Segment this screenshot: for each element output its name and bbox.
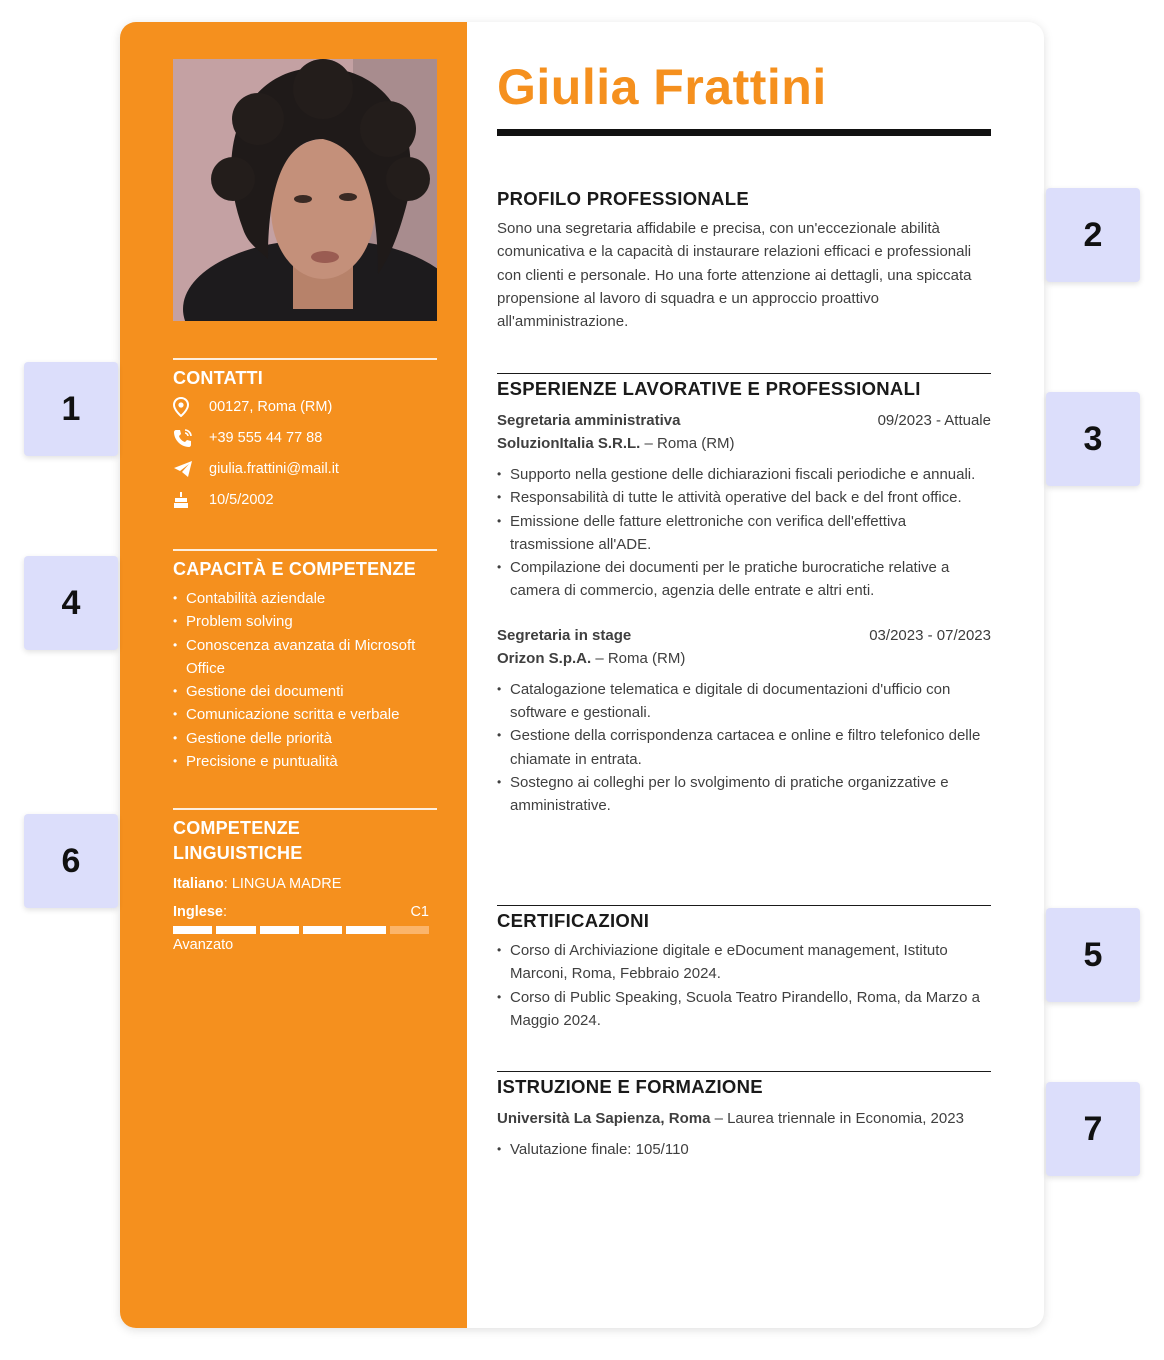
certifications-title: CERTIFICAZIONI: [497, 910, 650, 931]
contact-phone-value: +39 555 44 77 88: [209, 429, 323, 446]
contact-email-value: giulia.frattini@mail.it: [209, 460, 339, 477]
certifications-section: [497, 905, 991, 1032]
profile-title: PROFILO PROFESSIONALE: [497, 188, 749, 209]
contact-email: [173, 453, 437, 484]
contacts-section: [173, 358, 437, 515]
contacts-title: CONTATTI: [173, 368, 263, 388]
resume-card: [120, 22, 1044, 1328]
education-school: Università La Sapienza, Roma: [497, 1110, 711, 1127]
list-item: • Precisione e puntualità: [173, 750, 437, 773]
list-item: • Contabilità aziendale: [173, 587, 437, 610]
certifications-list: [497, 939, 991, 1032]
job-dates: 09/2023 - Attuale: [877, 412, 991, 429]
languages-section: [173, 808, 437, 953]
list-item: • Valutazione finale: 105/110: [497, 1138, 991, 1161]
callout-badge-3: 3: [1046, 392, 1140, 486]
list-item: • Conoscenza avanzata di Microsoft Office: [173, 634, 437, 681]
list-item: • Corso di Public Speaking, Scuola Teatro Pirandello, Roma, da Marzo a Maggio 2024.: [497, 986, 991, 1033]
contact-birthdate-value: 10/5/2002: [209, 491, 274, 508]
education-degree: – Laurea triennale in Economia, 2023: [710, 1110, 964, 1127]
job-company: Orizon S.p.A.: [497, 649, 592, 667]
education-list: [497, 1138, 991, 1161]
experience-section: [497, 373, 991, 818]
language-native-name: Italiano: [173, 876, 224, 892]
name-divider: [497, 129, 991, 136]
level-segment-empty: [390, 926, 429, 934]
job-location: – Roma (RM): [640, 435, 735, 452]
job-bullets: [497, 463, 991, 603]
list-item: • Catalogazione telematica e digitale di documentazioni d'ufficio con software e gestionali.: [497, 678, 991, 725]
experience-title: ESPERIENZE LAVORATIVE E PROFESSIONALI: [497, 378, 921, 399]
skills-title: CAPACITÀ E COMPETENZE: [173, 559, 416, 579]
callout-badge-6: 6: [24, 814, 118, 908]
level-segment-filled: [260, 926, 299, 934]
language-english-code: C1: [410, 904, 429, 920]
callout-badge-1: 1: [24, 362, 118, 456]
languages-title: COMPETENZE LINGUISTICHE: [173, 818, 303, 863]
job-company: SoluzionItalia S.R.L.: [497, 435, 641, 452]
job-location: – Roma (RM): [591, 649, 686, 667]
list-item: • Responsabilità di tutte le attività operative del back e del front office.: [497, 486, 991, 509]
skills-list: [173, 587, 437, 773]
job-bullets: [497, 678, 991, 818]
job-role: Segretaria amministrativa: [497, 412, 681, 429]
job-role: Segretaria in stage: [497, 626, 632, 644]
job-dates: 03/2023 - 07/2023: [869, 626, 991, 644]
contact-address-value: 00127, Roma (RM): [209, 398, 333, 415]
contact-phone: [173, 422, 437, 453]
list-item: • Supporto nella gestione delle dichiarazioni fiscali periodiche e annuali.: [497, 463, 991, 486]
language-english-name: Inglese: [173, 904, 223, 920]
profile-section: [497, 187, 991, 333]
list-item: • Sostegno ai colleghi per lo svolgimento di pratiche organizzative e amministrative.: [497, 771, 991, 818]
list-item: • Corso di Archiviazione digitale e eDocument management, Istituto Marconi, Roma, Febbraio 2024.: [497, 939, 991, 986]
language-english-level-bar: [173, 926, 429, 934]
location-pin-icon: [173, 397, 195, 417]
paper-plane-icon: [173, 459, 195, 479]
callout-badge-5: 5: [1046, 908, 1140, 1002]
list-item: • Gestione dei documenti: [173, 680, 437, 703]
birthday-cake-icon: [173, 490, 195, 510]
education-section: [497, 1071, 991, 1161]
level-segment-filled: [346, 926, 385, 934]
education-title: ISTRUZIONE E FORMAZIONE: [497, 1076, 763, 1097]
resume-sidebar: [120, 22, 467, 1328]
level-segment-filled: [173, 926, 212, 934]
language-english-separator: :: [222, 904, 227, 920]
language-english-level: Avanzato: [173, 937, 234, 953]
callout-badge-4: 4: [24, 556, 118, 650]
profile-text: Sono una segretaria affidabile e precisa, con un'eccezionale abilità comunicativa e la capacità di instaurare relazioni efficaci e professionali con clienti e personale. Ho una forte attenzione ai dettagli, una spiccata propensione al lavoro di squadra e un approccio proattivo all'amministrazione.: [497, 220, 972, 331]
profile-photo: [173, 59, 437, 321]
phone-icon: [173, 428, 195, 448]
list-item: • Problem solving: [173, 610, 437, 633]
list-item: • Comunicazione scritta e verbale: [173, 703, 437, 726]
candidate-name: Giulia Frattini: [497, 59, 827, 115]
contact-birthdate: [173, 484, 437, 515]
job-entry: [497, 624, 991, 818]
language-native-level: LINGUA MADRE: [231, 876, 342, 892]
language-native: [173, 876, 437, 892]
list-item: • Compilazione dei documenti per le pratiche burocratiche relative a camera di commercio, agenzia delle entrate e altri enti.: [497, 556, 991, 603]
callout-badge-2: 2: [1046, 188, 1140, 282]
skills-section: [173, 549, 437, 773]
level-segment-filled: [216, 926, 255, 934]
list-item: • Gestione delle priorità: [173, 727, 437, 750]
list-item: • Gestione della corrispondenza cartacea e online e filtro telefonico delle chiamate in entrata.: [497, 724, 991, 771]
job-entry: [497, 409, 991, 603]
contact-address: [173, 391, 437, 422]
callout-badge-7: 7: [1046, 1082, 1140, 1176]
list-item: • Emissione delle fatture elettroniche con verifica dell'effettiva trasmissione all'ADE.: [497, 510, 991, 557]
language-english: [173, 904, 429, 920]
level-segment-filled: [303, 926, 342, 934]
language-native-separator: :: [223, 876, 228, 892]
